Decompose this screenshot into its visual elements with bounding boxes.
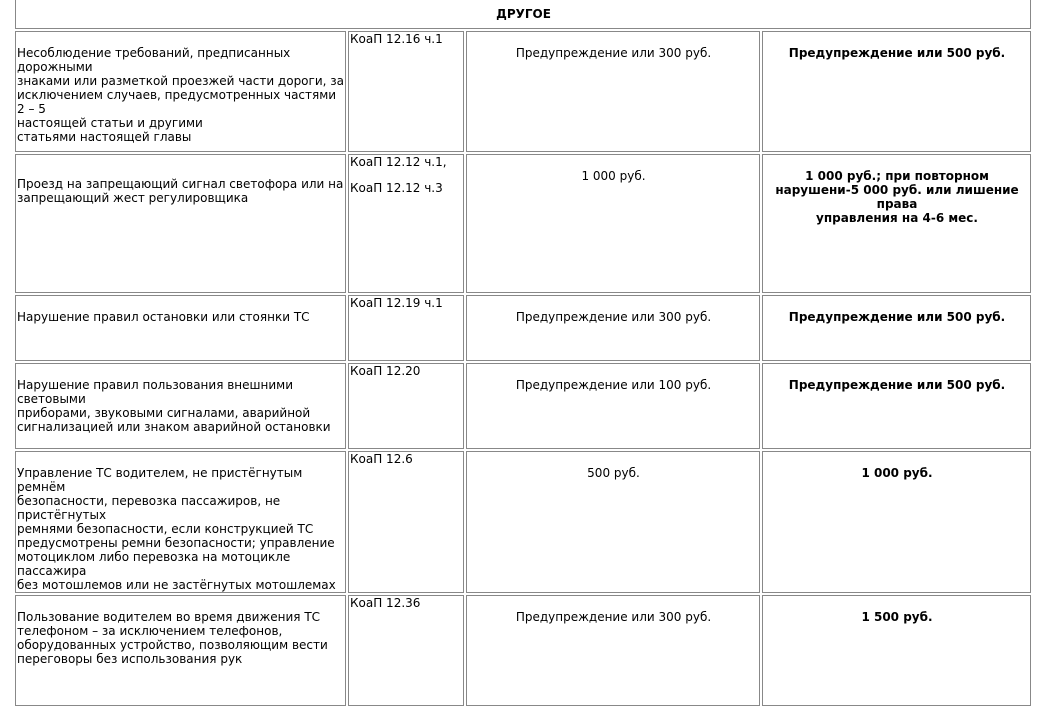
text-line: КоаП 12.19 ч.1 <box>350 296 443 310</box>
table-row <box>15 451 1031 593</box>
text-line: переговоры без использования рук <box>17 652 243 666</box>
text-line: оборудованных устройство, позволяющим вести <box>17 638 328 652</box>
table-row <box>15 154 1031 293</box>
article-cell <box>348 595 464 706</box>
new-fine-cell <box>762 31 1031 152</box>
text-line: приборами, звуковыми сигналами, аварийной <box>17 406 311 420</box>
old-fine-text: Предупреждение или 100 руб. <box>515 378 712 392</box>
old-fine-text: Предупреждение или 300 руб. <box>515 310 712 324</box>
text-line: настоящей статьи и другими <box>17 116 203 130</box>
text-line: Предупреждение или 500 руб. <box>788 46 1006 60</box>
text-line: КоаП 12.6 <box>350 452 413 466</box>
text-line: 1 000 руб. <box>861 466 933 480</box>
text-line: нарушени-5 000 руб. или лишение права <box>775 183 1019 211</box>
text-line: Управление ТС водителем, не пристёгнутым ремнём <box>17 466 303 494</box>
violation-cell <box>15 154 346 293</box>
text-line: Предупреждение или 500 руб. <box>788 310 1006 324</box>
table-row <box>15 595 1031 706</box>
new-fine-cell <box>762 595 1031 706</box>
old-fine-cell <box>466 31 760 152</box>
text-line: ремнями безопасности, если конструкцией ТС <box>17 522 314 536</box>
article-cell <box>348 154 464 293</box>
article-cell <box>348 31 464 152</box>
line-spacer <box>350 169 463 181</box>
text-line: безопасности, перевозка пассажиров, не пристёгнутых <box>17 494 281 522</box>
violation-cell <box>15 451 346 593</box>
old-fine-text: 500 руб. <box>587 466 640 480</box>
article-cell <box>348 295 464 361</box>
old-fine-text: Предупреждение или 300 руб. <box>515 46 712 60</box>
section-header-row <box>15 0 1031 29</box>
new-fine-cell <box>762 154 1031 293</box>
violation-cell <box>15 595 346 706</box>
old-fine-cell <box>466 595 760 706</box>
old-fine-cell <box>466 451 760 593</box>
text-line: Проезд на запрещающий сигнал светофора или на <box>17 177 344 191</box>
violation-cell <box>15 363 346 449</box>
text-line: статьями настоящей главы <box>17 130 192 144</box>
text-line: Пользование водителем во время движения ТС <box>17 610 321 624</box>
text-line: 1 500 руб. <box>861 610 933 624</box>
text-line: телефоном – за исключением телефонов, <box>17 624 283 638</box>
text-line: Предупреждение или 500 руб. <box>788 378 1006 392</box>
text-line: знаками или разметкой проезжей части дороги, за <box>17 74 344 88</box>
text-line: без мотошлемов или не застёгнутых мотошлемах <box>17 578 336 592</box>
text-line: КоаП 12.12 ч.1, <box>350 155 447 169</box>
text-line: мотоциклом либо перевозка на мотоцикле пассажира <box>17 550 291 578</box>
old-fine-cell <box>466 295 760 361</box>
new-fine-cell <box>762 295 1031 361</box>
text-line: КоаП 12.36 <box>350 596 421 610</box>
text-line: предусмотрены ремни безопасности; управление <box>17 536 335 550</box>
text-line: Нарушение правил остановки или стоянки ТС <box>17 310 310 324</box>
text-line: сигнализацией или знаком аварийной остановки <box>17 420 331 434</box>
article-cell <box>348 363 464 449</box>
violation-cell <box>15 31 346 152</box>
table-row <box>15 295 1031 361</box>
old-fine-cell <box>466 154 760 293</box>
section-title: ДРУГОЕ <box>15 0 1031 29</box>
old-fine-cell <box>466 363 760 449</box>
text-line: исключением случаев, предусмотренных частями 2 – 5 <box>17 88 337 116</box>
text-line: Нарушение правил пользования внешними световыми <box>17 378 294 406</box>
fines-table <box>13 0 1033 708</box>
table-row <box>15 363 1031 449</box>
text-line: 1 000 руб.; при повторном <box>805 169 989 183</box>
table-body <box>15 31 1031 706</box>
text-line: управления на 4-6 мес. <box>816 211 978 225</box>
text-line: запрещающий жест регулировщика <box>17 191 249 205</box>
violation-cell <box>15 295 346 361</box>
article-cell <box>348 451 464 593</box>
text-line: КоаП 12.12 ч.3 <box>350 181 443 195</box>
table-row <box>15 31 1031 152</box>
old-fine-text: 1 000 руб. <box>581 169 646 183</box>
new-fine-cell <box>762 363 1031 449</box>
text-line: Несоблюдение требований, предписанных дорожными <box>17 46 291 74</box>
text-line: КоаП 12.16 ч.1 <box>350 32 443 46</box>
text-line: КоаП 12.20 <box>350 364 421 378</box>
new-fine-cell <box>762 451 1031 593</box>
old-fine-text: Предупреждение или 300 руб. <box>515 610 712 624</box>
